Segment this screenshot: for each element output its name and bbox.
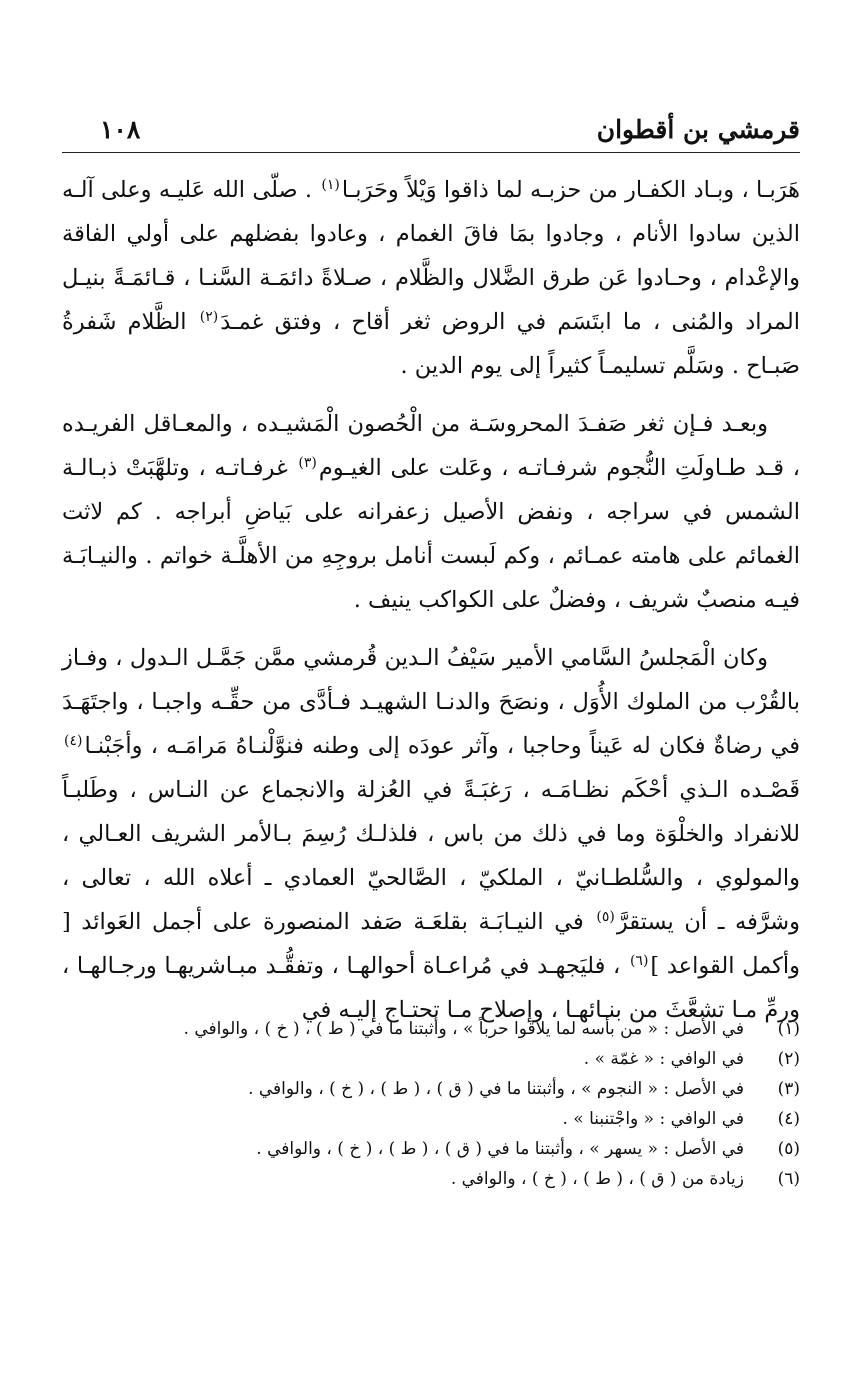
footnote-number: (٦) <box>777 1169 800 1189</box>
page-header <box>62 112 800 153</box>
footnote-text: في الأصل : « يسهر » ، وأثبتنا ما في ( ق ) ، ( ط ) ، ( خ ) ، والوافي . <box>256 1139 744 1159</box>
footnote-number: (٢) <box>777 1049 800 1069</box>
footnote-marker-5: (٥) <box>596 908 615 925</box>
paragraph-1 <box>62 168 800 388</box>
footnote-item <box>62 1044 800 1074</box>
footnote-text: في الوافي : « واجْتنبنا » . <box>562 1109 744 1129</box>
paragraph-text: هَرَبـا ، وبـاد الكفـار من حزبـه لما ذاقوا وَيْلاً وحَرَبـا <box>341 177 800 203</box>
footnote-number: (٥) <box>777 1139 800 1159</box>
footnote-item <box>62 1074 800 1104</box>
footnote-text: في الأصل : « النجوم » ، وأثبتنا ما في ( ق ) ، ( ط ) ، ( خ ) ، والوافي . <box>248 1079 744 1099</box>
footnote-item <box>62 1164 800 1194</box>
footnote-marker-6: (٦) <box>629 952 649 969</box>
footnote-item <box>62 1014 800 1044</box>
footnote-item <box>62 1104 800 1134</box>
footnote-number: (٤) <box>777 1109 800 1129</box>
paragraph-text: غرفـاتـه ، وتلهَّبَتْ ذبـالـة الشمس في سراجه ، ونفض الأصيل زعفرانه على بَياضِ أبراجه . كم لاثت الغمائم على هامته عمـائم ، وكم لَبست أنامل بروجِهِ من الأهلَّـة خواتم . والنيـابَـة فيـه منصبٌ شريف ، وفضلٌ على الكواكب ينيف . <box>62 455 800 613</box>
footnote-number: (١) <box>777 1019 800 1039</box>
paragraph-text: . صلّى الله عَليـه وعلى آلـه الذين سادوا الأنام ، وجادوا بمَا فاقَ الغمام ، وعادوا بفضلهم على أولي الفاقة والإعْدام ، وحـادوا عَن طرق الضَّلال والظَّلام ، صـلاةً دائمَـة السَّنـا ، قـائمَـةً بنيـل المراد والمُنى ، ما ابتَسَم في الروض ثغر أقاح ، وفتق غمـدَ <box>62 177 800 335</box>
running-title: قرمشي بن أقطوان <box>596 115 800 144</box>
paragraph-3 <box>62 636 800 1032</box>
footnote-marker-4: (٤) <box>64 732 83 749</box>
paragraph-text: قَصْـده الـذي أحْكَم نظـامَـه ، رَغبَـةً في العُزلة والانجماع عن النـاس ، وطَلبـاً للانفراد والخلْوَة وما في ذلك من باس ، فلذلـك رُسِمَ بـالأمر الشريف العـالي ، والمولوي ، والسُّلطـانيّ ، الملكيّ ، الصَّالحيّ العمادي ـ أعلاه الله ، تعالى ، وشرَّفه ـ أن يستقرَّ <box>62 777 800 935</box>
footnote-item <box>62 1134 800 1164</box>
footnote-marker-2: (٢) <box>199 308 219 325</box>
footnote-number: (٣) <box>777 1079 800 1099</box>
paragraph-text: الظَّلام شَفرةُ صَبـاح . وسَلَّم تسليمـاً كثيراً إلى يوم الدين . <box>62 309 800 379</box>
footnote-marker-3: (٣) <box>298 454 317 471</box>
footnote-text: زيادة من ( ق ) ، ( ط ) ، ( خ ) ، والوافي . <box>450 1169 744 1189</box>
page-number: ١٠٨ <box>100 115 141 144</box>
footnote-text: في الوافي : « غمّة » . <box>583 1049 744 1069</box>
paragraph-text: وكان الْمَجلسُ السَّامي الأمير سَيْفُ الـدين قُرمشي ممَّن جَمَّـل الـدول ، وفـاز بالقُرْب من الملوك الأُوَل ، ونصَحَ والدنـا الشهيـد فـأدَّى من حقِّـه واجبـا ، واجتَهَـدَ في رضاةٌ فكان له عَيناً وحاجبا ، وآثر عودَه إلى وطنه فنوَّلْنـاهُ مَرامَـه ، وأجَبْنـا <box>62 645 800 759</box>
paragraph-text: وبعـد فـإن ثغر صَفـدَ المحروسَـة من الْحُصون الْمَشيـده ، والمعـاقل الفريـده ، قـد طـاولَتِ النُّجوم شرفـاتـه ، وعَلت على الغيـوم <box>62 411 800 481</box>
paragraph-2 <box>62 402 800 622</box>
paragraph-text: في النيـابَـة بقلعَـة صَفد المنصورة على أجمل العَوائد [ وأكمل القواعد ] <box>62 909 800 979</box>
footnote-text: في الأصل : « من بأسه لما يلاقوا حرباً » ، وأثبتنا ما في ( ط ) ، ( خ ) ، والوافي . <box>183 1019 744 1039</box>
footnote-marker-1: (١) <box>321 176 340 193</box>
paragraph-text: ، فليَجهـد في مُراعـاة أحوالهـا ، وتفقُّـد مبـاشريهـا ورجـالهـا ، ورمِّ مـا تشعَّثَ من بنـائهـا ، وإصلاح مـا تحتـاج إليـه في <box>62 953 800 1023</box>
footnotes <box>62 1014 800 1194</box>
main-text <box>62 168 800 1032</box>
